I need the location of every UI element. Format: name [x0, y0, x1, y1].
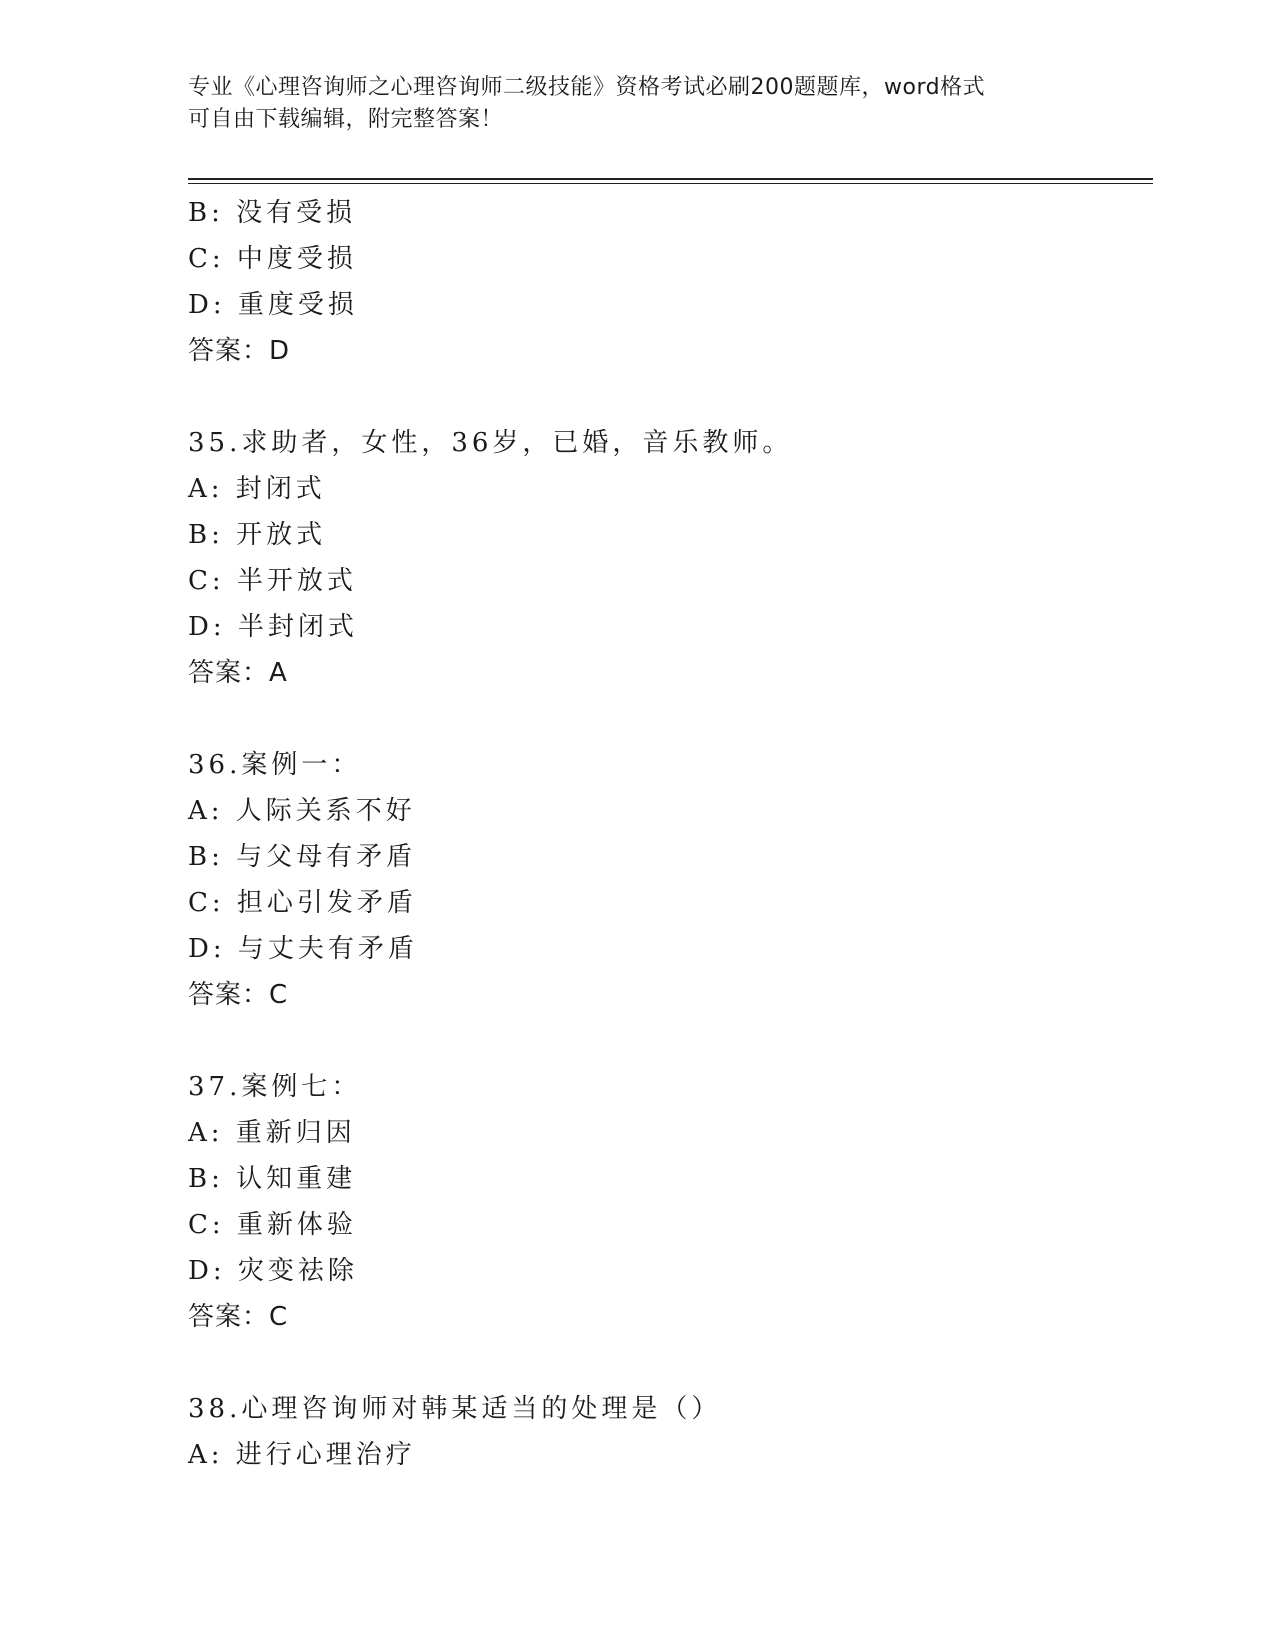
option-b: B: 开放式 [188, 520, 327, 550]
option-b: B: 与父母有矛盾 [188, 842, 417, 872]
header-line-2: 可自由下载编辑，附完整答案！ [188, 107, 504, 132]
header-rule-thick [188, 178, 1153, 180]
option-d: D: 重度受损 [188, 290, 358, 320]
option-a: A: 重新归因 [188, 1118, 356, 1148]
question-list [188, 190, 1148, 1478]
question-stem: 37.案例七： [188, 1072, 362, 1102]
option-c: C: 担心引发矛盾 [188, 888, 417, 918]
option-b: B: 没有受损 [188, 198, 357, 228]
question-block-34 [188, 190, 1148, 374]
answer: 答案：D [188, 336, 291, 366]
option-d: D: 灾变祛除 [188, 1256, 358, 1286]
header-line-1: 专业《心理咨询师之心理咨询师二级技能》资格考试必刷200题题库，word格式 [188, 75, 986, 100]
spacer [188, 1018, 1148, 1064]
question-block-36 [188, 742, 1148, 1018]
answer: 答案：C [188, 1302, 289, 1332]
option-d: D: 半封闭式 [188, 612, 358, 642]
question-block-38 [188, 1386, 1148, 1478]
option-b: B: 认知重建 [188, 1164, 357, 1194]
spacer [188, 696, 1148, 742]
option-d: D: 与丈夫有矛盾 [188, 934, 418, 964]
option-c: C: 半开放式 [188, 566, 357, 596]
option-a: A: 进行心理治疗 [188, 1440, 416, 1470]
question-stem: 35.求助者，女性，36岁，已婚，音乐教师。 [188, 428, 793, 458]
question-block-35 [188, 420, 1148, 696]
question-stem: 36.案例一： [188, 750, 362, 780]
question-block-37 [188, 1064, 1148, 1340]
option-c: C: 中度受损 [188, 244, 357, 274]
page-header [188, 72, 1088, 136]
spacer [188, 374, 1148, 420]
question-stem: 38.心理咨询师对韩某适当的处理是（） [188, 1394, 722, 1424]
option-a: A: 封闭式 [188, 474, 326, 504]
header-rule-thin [188, 183, 1153, 184]
answer: 答案：C [188, 980, 289, 1010]
option-a: A: 人际关系不好 [188, 796, 416, 826]
spacer [188, 1340, 1148, 1386]
option-c: C: 重新体验 [188, 1210, 357, 1240]
answer: 答案：A [188, 658, 288, 688]
